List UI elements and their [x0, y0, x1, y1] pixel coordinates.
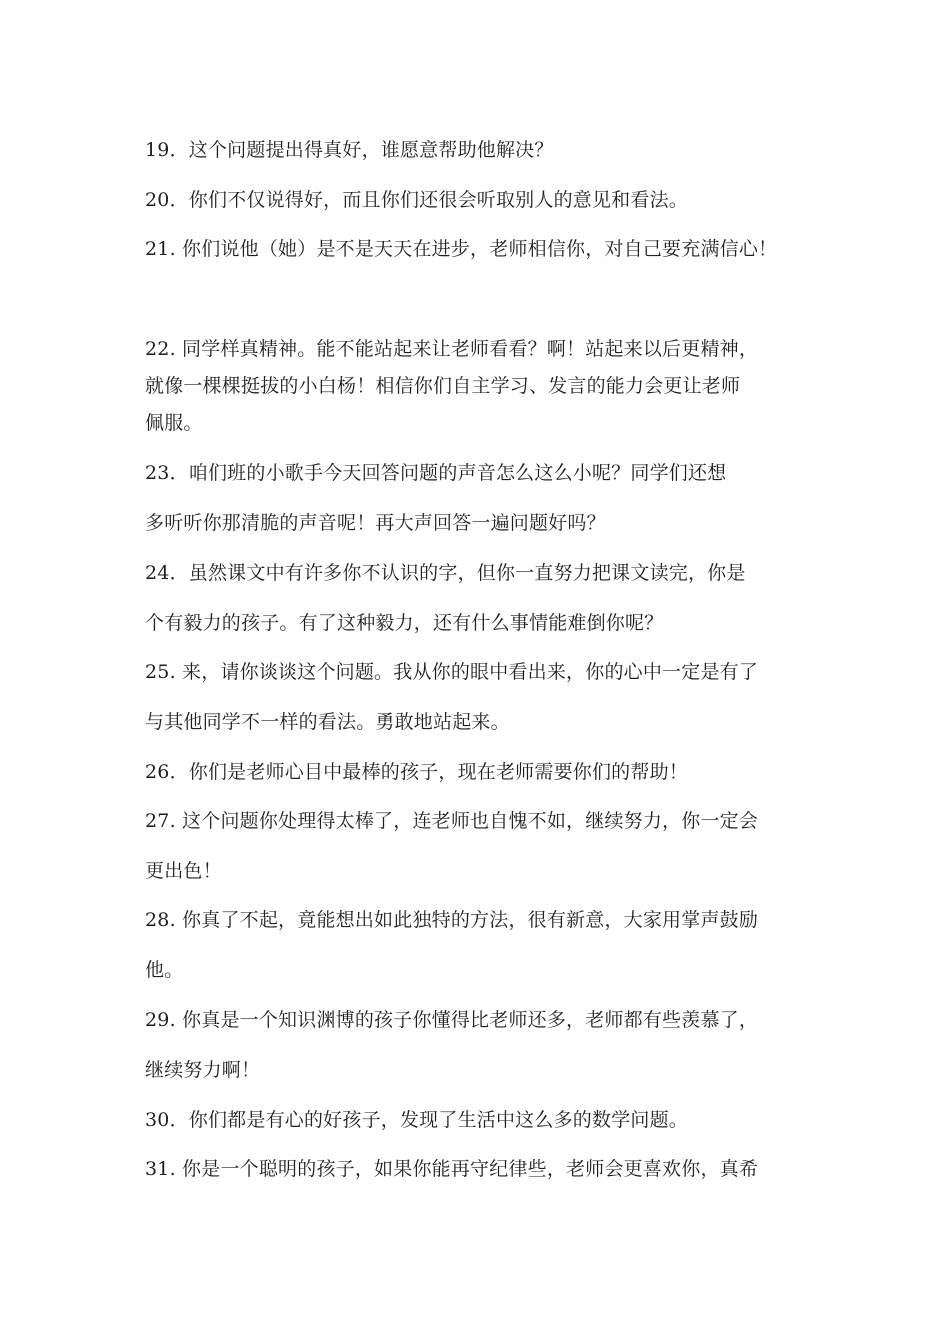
text-line: 与其他同学不一样的看法。勇敢地站起来。: [145, 711, 510, 733]
text-line: 20．你们不仅说得好，而且你们还很会听取别人的意见和看法。: [145, 189, 688, 211]
text-line: 佩服。: [145, 412, 203, 434]
text-line: 22. 同学样真精神。能不能站起来让老师看看？啊！站起来以后更精神，: [145, 338, 759, 360]
text-line: 27. 这个问题你处理得太棒了，连老师也自愧不如，继续努力，你一定会: [145, 810, 759, 832]
text-line: 就像一棵棵挺拔的小白杨！相信你们自主学习、发言的能力会更让老师: [145, 375, 741, 397]
text-line: 多听听你那清脆的声音呢！再大声回答一遍问题好吗？: [145, 512, 606, 534]
text-line: 29. 你真是一个知识渊博的孩子你懂得比老师还多，老师都有些羡慕了，: [145, 1009, 759, 1031]
text-line: 31. 你是一个聪明的孩子，如果你能再守纪律些，老师会更喜欢你，真希: [145, 1158, 759, 1180]
text-line: 30．你们都是有心的好孩子，发现了生活中这么多的数学问题。: [145, 1109, 688, 1131]
text-line: 继续努力啊！: [145, 1059, 261, 1081]
text-line: 个有毅力的孩子。有了这种毅力，还有什么事情能难倒你呢？: [145, 612, 664, 634]
text-line: 他。: [145, 959, 184, 981]
text-line: 19．这个问题提出得真好，谁愿意帮助他解决？: [145, 139, 554, 161]
text-line: 23．咱们班的小歌手今天回答问题的声音怎么这么小呢？同学们还想: [145, 462, 727, 484]
text-line: 26．你们是老师心目中最棒的孩子，现在老师需要你们的帮助！: [145, 761, 688, 783]
text-line: 25. 来，请你谈谈这个问题。我从你的眼中看出来，你的心中一定是有了: [145, 661, 759, 683]
text-line: 24．虽然课文中有许多你不认识的字，但你一直努力把课文读完，你是: [145, 562, 746, 584]
text-line: 更出色！: [145, 860, 222, 882]
text-line: 21. 你们说他（她）是不是天天在进步，老师相信你，对自己要充满信心！: [145, 238, 778, 260]
text-line: 28. 你真了不起，竟能想出如此独特的方法，很有新意，大家用掌声鼓励: [145, 909, 759, 931]
